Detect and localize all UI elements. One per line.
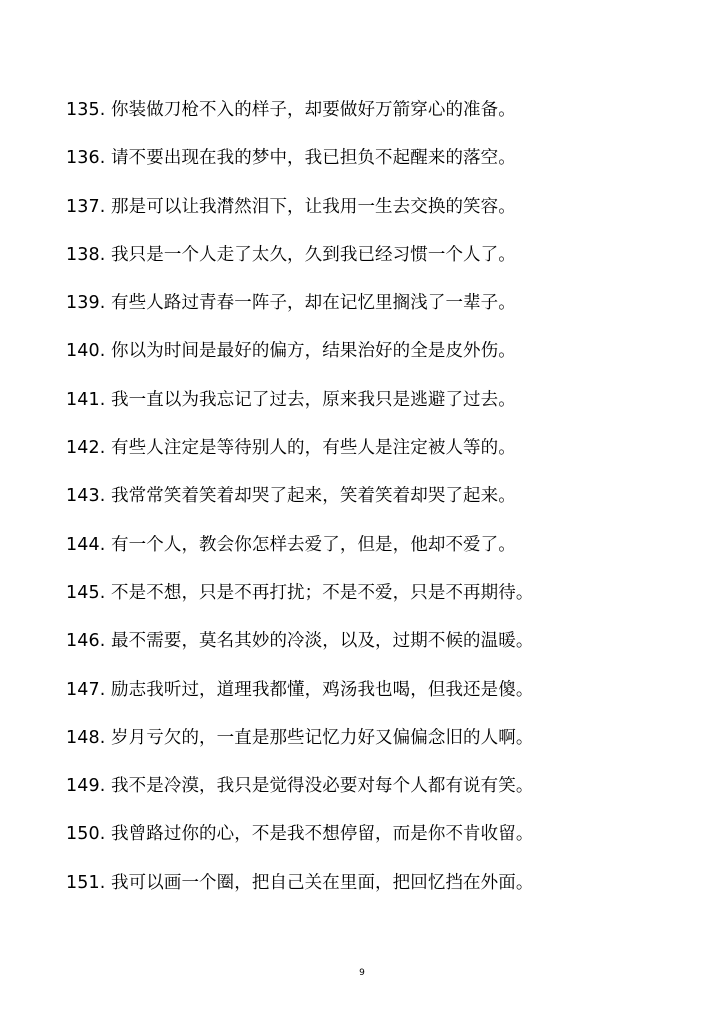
item-text: 不是不想，只是不再打扰；不是不爱，只是不再期待。 xyxy=(111,582,534,603)
item-text: 你装做刀枪不入的样子，却要做好万箭穿心的准备。 xyxy=(111,100,516,120)
item-text: 我常常笑着笑着却哭了起来，笑着笑着却哭了起来。 xyxy=(111,486,516,507)
item-text: 岁月亏欠的，一直是那些记忆力好又偏偏念旧的人啊。 xyxy=(111,727,534,748)
item-number: 146. xyxy=(66,631,106,652)
list-item xyxy=(66,816,533,864)
item-number: 142. xyxy=(66,438,106,459)
item-number: 149. xyxy=(66,776,106,797)
item-text: 我只是一个人走了太久，久到我已经习惯一个人了。 xyxy=(111,244,516,265)
list-item xyxy=(66,140,533,188)
item-text: 最不需要，莫名其妙的冷淡，以及，过期不候的温暖。 xyxy=(111,631,534,652)
list-item xyxy=(66,768,533,816)
item-number: 136. xyxy=(66,148,106,169)
item-number: 140. xyxy=(66,341,106,362)
quote-list xyxy=(66,92,533,913)
list-item xyxy=(66,237,533,285)
item-number: 138. xyxy=(66,244,106,265)
item-number: 151. xyxy=(66,872,106,893)
item-text: 你以为时间是最好的偏方，结果治好的全是皮外伤。 xyxy=(111,341,516,362)
list-item xyxy=(66,189,533,237)
list-item xyxy=(66,92,533,140)
item-number: 150. xyxy=(66,824,106,845)
list-item xyxy=(66,478,533,526)
item-text: 励志我听过，道理我都懂，鸡汤我也喝，但我还是傻。 xyxy=(111,679,534,700)
item-text: 我一直以为我忘记了过去，原来我只是逃避了过去。 xyxy=(111,389,516,410)
list-item xyxy=(66,575,533,623)
page-number: 9 xyxy=(359,968,365,978)
item-text: 那是可以让我潸然泪下，让我用一生去交换的笑容。 xyxy=(111,196,516,217)
list-item xyxy=(66,333,533,381)
list-item xyxy=(66,285,533,333)
list-item xyxy=(66,527,533,575)
item-text: 有些人路过青春一阵子，却在记忆里搁浅了一辈子。 xyxy=(111,293,516,314)
item-number: 135. xyxy=(66,100,106,120)
list-item xyxy=(66,382,533,430)
item-number: 148. xyxy=(66,727,106,748)
item-text: 有些人注定是等待别人的，有些人是注定被人等的。 xyxy=(111,438,516,459)
item-number: 144. xyxy=(66,534,106,555)
item-text: 请不要出现在我的梦中，我已担负不起醒来的落空。 xyxy=(111,148,516,169)
item-text: 我不是冷漠，我只是觉得没必要对每个人都有说有笑。 xyxy=(111,776,534,797)
list-item xyxy=(66,672,533,720)
item-number: 137. xyxy=(66,196,106,217)
item-number: 143. xyxy=(66,486,106,507)
list-item xyxy=(66,865,533,913)
item-text: 有一个人，教会你怎样去爱了，但是，他却不爱了。 xyxy=(111,534,516,555)
item-number: 145. xyxy=(66,582,106,603)
item-text: 我可以画一个圈，把自己关在里面，把回忆挡在外面。 xyxy=(111,872,534,893)
item-text: 我曾路过你的心，不是我不想停留，而是你不肯收留。 xyxy=(111,824,534,845)
item-number: 147. xyxy=(66,679,106,700)
list-item xyxy=(66,623,533,671)
item-number: 141. xyxy=(66,389,106,410)
list-item xyxy=(66,720,533,768)
item-number: 139. xyxy=(66,293,106,314)
list-item xyxy=(66,430,533,478)
